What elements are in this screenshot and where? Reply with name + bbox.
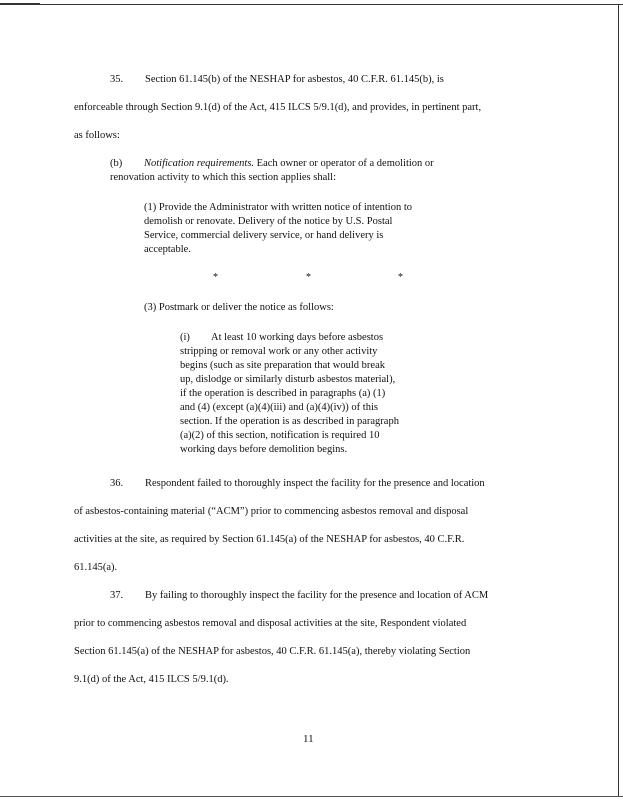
para35-number: 35. — [110, 74, 124, 85]
para37-line1: By failing to thoroughly inspect the facility for the presence and location of ACM — [145, 590, 489, 601]
quote-item1-line4: acceptable. — [144, 244, 191, 255]
quote-item3i-line4: up, dislodge or similarly disturb asbestos material), — [180, 374, 396, 385]
quote-item3i-line8: (a)(2) of this section, notification is required 10 — [180, 430, 380, 441]
quote-b-label: (b) — [110, 158, 123, 169]
para36-number: 36. — [110, 478, 124, 489]
quote-item3i-line2: stripping or removal work or any other activity — [180, 346, 378, 357]
para36-line2: of asbestos-containing material (“ACM”) prior to commencing asbestos removal and disposal — [74, 506, 469, 517]
omission-star: * — [398, 272, 403, 283]
quote-b-line2: renovation activity to which this section applies shall: — [110, 172, 336, 183]
quote-item3i-line1: At least 10 working days before asbestos — [211, 332, 384, 343]
para36-line1: Respondent failed to thoroughly inspect the facility for the presence and location — [145, 478, 485, 489]
omission-star: * — [213, 272, 218, 283]
para35-line1: Section 61.145(b) of the NESHAP for asbestos, 40 C.F.R. 61.145(b), is — [145, 74, 444, 85]
omission-stars — [213, 272, 413, 284]
para37-line2: prior to commencing asbestos removal and disposal activities at the site, Respondent violated — [74, 618, 467, 629]
quote-item1-line3: Service, commercial delivery service, or hand delivery is — [144, 230, 384, 241]
omission-star: * — [306, 272, 311, 283]
quote-item1-line2: demolish or renovate. Delivery of the notice by U.S. Postal — [144, 216, 393, 227]
quote-item3: (3) Postmark or deliver the notice as follows: — [144, 302, 334, 313]
para36-line4: 61.145(a). — [74, 562, 118, 573]
quote-b-rest: Each owner or operator of a demolition or — [256, 158, 434, 169]
quote-item3i-line7: section. If the operation is as described in paragraph — [180, 416, 399, 427]
quote-item3i-label: (i) — [180, 332, 190, 343]
para37-line4: 9.1(d) of the Act, 415 ILCS 5/9.1(d). — [74, 674, 229, 685]
quote-b-title-line — [144, 157, 434, 171]
para37-number: 37. — [110, 590, 124, 601]
para37-line3: Section 61.145(a) of the NESHAP for asbestos, 40 C.F.R. 61.145(a), thereby violating Section — [74, 646, 471, 657]
scan-mark — [0, 0, 40, 4]
quote-item1-line1: (1) Provide the Administrator with written notice of intention to — [144, 202, 412, 213]
scan-border-right — [618, 4, 619, 796]
quote-item3i-line9: working days before demolition begins. — [180, 444, 348, 455]
scan-border-top — [0, 4, 623, 5]
page-number: 11 — [303, 733, 314, 745]
quote-b-title: Notification requirements. — [144, 158, 255, 169]
para35-line3: as follows: — [74, 130, 120, 141]
quote-item3i-line3: begins (such as site preparation that would break — [180, 360, 385, 371]
quote-item3i-line5: if the operation is described in paragraphs (a) (1) — [180, 388, 386, 399]
para36-line3: activities at the site, as required by Section 61.145(a) of the NESHAP for asbestos, 40 C.F.R. — [74, 534, 465, 545]
para35-line2: enforceable through Section 9.1(d) of the Act, 415 ILCS 5/9.1(d), and provides, in pertinent part, — [74, 102, 482, 113]
scan-border-bottom — [0, 796, 623, 797]
quote-item3i-line6: and (4) (except (a)(4)(iii) and (a)(4)(iv)) of this — [180, 402, 378, 413]
